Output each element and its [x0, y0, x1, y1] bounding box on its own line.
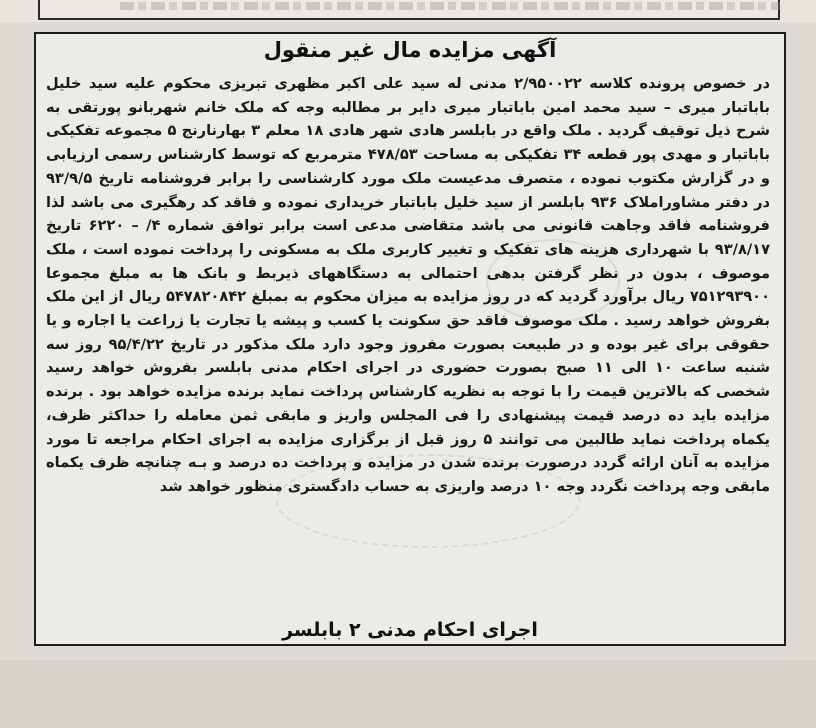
notice-title: آگهی مزایده مال غیر منقول: [263, 38, 557, 62]
auction-notice-frame: [34, 32, 786, 646]
page-bottom-margin: [0, 660, 816, 728]
previous-notice-box-edge: [38, 0, 780, 20]
notice-body: در خصوص پرونده کلاسه ۲/۹۵۰۰۲۲ مدنی له سید علی اکبر مظهری تبریزی محکوم علیه سید خلیل باباتبار میری – سید محمد امین باباتبار میری دایر بر مطالبه وجه که ملک خانم شهربانو پورتقی به شرح ذیل توقیف گردید . ملک واقع در بابلسر هادی شهر هادی ۱۸ معلم ۳ بهارنارنج ۵ مجموعه تفکیکی باباتبار و مهدی پور قطعه ۳۴ تفکیکی به مساحت ۴۷۸/۵۳ مترمربع که توسط کارشناس رسمی ارزیابی و در گزارش مکتوب نموده ، متصرف مدعیست ملک مورد کارشناسی را برابر فروشنامه تاریخ ۹۳/۹/۵ در دفتر مشاوراملاک ۹۳۶ بابلسر از سید خلیل باباتبار خریداری نموده و فاقد کد رهگیری می باشد لذا فروشنامه فاقد وجاهت قانونی می باشد متقاضی مدعی است برابر توافق شماره ۴/ – ۶۲۲۰ تاریخ ۹۳/۸/۱۷ با شهرداری هزینه های تفکیک و تغییر کاربری ملک به مسکونی را پرداخت نموده است ، ملک موصوف ، بدون در نظر گرفتن بدهی احتمالی به دستگاههای ذیربط و بانک ها به مبلغ مجموعا ۷۵۱۲۹۳۹۰۰ ریال برآورد گردید که در روز مزایده به میزان محکوم به بمبلغ ۵۴۷۸۲۰۸۴۲ ریال از این ملک بفروش خواهد رسید . ملک موصوف فاقد حق سکونت یا کسب و پیشه یا تجارت یا زراعت یا اجاره و یا حقوقی برای غیر بوده و در طبیعت بصورت مفروز وجود دارد ملک مذکور در تاریخ ۹۵/۴/۲۲ روز سه شنبه ساعت ۱۰ الی ۱۱ صبح بصورت حضوری در اجرای احکام مدنی بابلسر بفروش خواهد رسید شخصی که بالاترین قیمت را با توجه به نظریه کارشناس پرداخت نماید برنده مزایده خواهد بود . برنده مزایده باید ده درصد قیمت پیشنهادی را فی المجلس واریز و مابقی ثمن معامله را حداکثر ظرف، یکماه پرداخت نماید طالبین می توانند ۵ روز قبل از برگزاری مزایده به اجرای احکام مراجعه تا مورد مزایده به آنان ارائه گردد درصورت برنده شدن در مزایده و پرداخت ده درصد و بـه چنانچه ظرف یکماه مابقی وجه پرداخت نگردد وجه ۱۰ درصد واریزی به حساب دادگستری منظور خواهد شد: [46, 75, 771, 495]
notice-issuer-signature: اجرای احکام مدنی ۲ بابلسر: [282, 619, 538, 641]
cut-off-previous-text: [120, 2, 780, 10]
